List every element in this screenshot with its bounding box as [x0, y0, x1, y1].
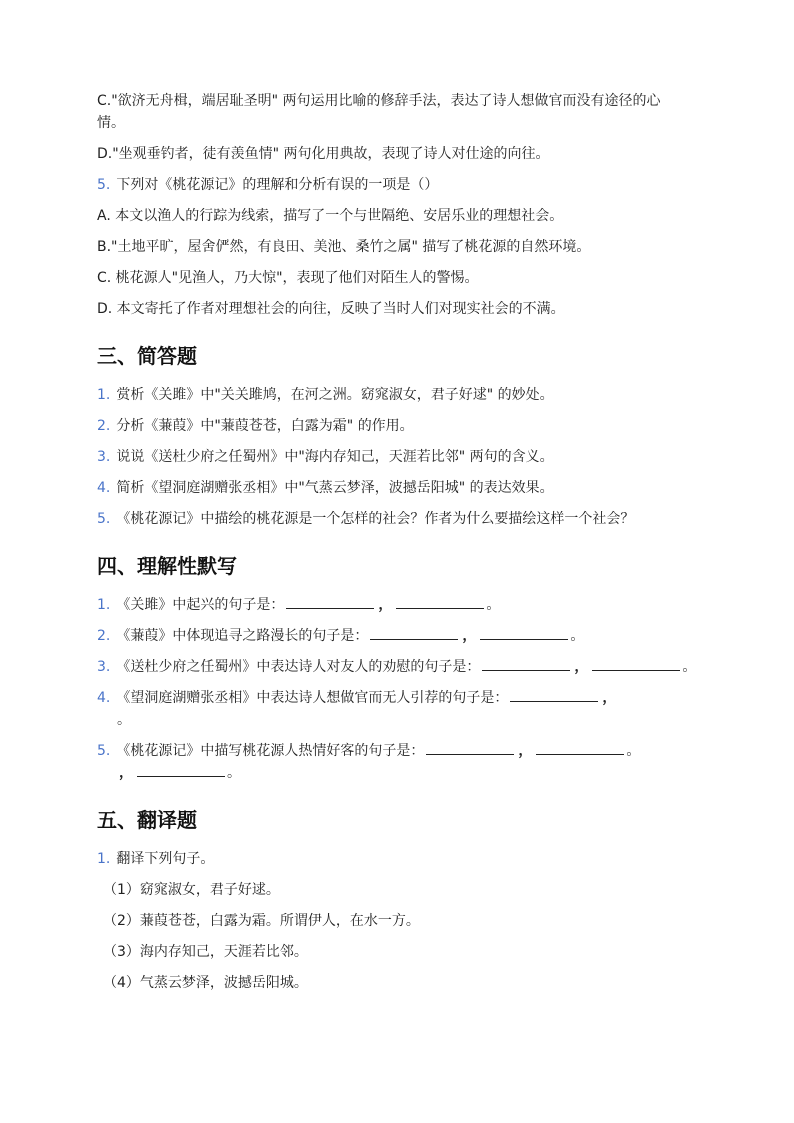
- item-number: 5.: [97, 511, 111, 527]
- period: 。: [626, 743, 641, 759]
- section-heading-translation: 五、翻译题: [97, 808, 197, 832]
- period: 。: [486, 597, 501, 613]
- translation-sentence: （1）窈窕淑女，君子好逑。: [103, 882, 280, 898]
- dictation-item: [97, 625, 698, 647]
- period: 。: [227, 765, 241, 781]
- period: 。: [117, 712, 131, 728]
- option-c-text: C."欲济无舟楫，端居耻圣明" 两句运用比喻的修辞手法，表达了诗人想做官而没有途径的心: [97, 93, 661, 109]
- answer-blank[interactable]: [370, 625, 458, 640]
- dictation-item-continuation: [97, 709, 698, 731]
- section-heading-short-answer: 三、简答题: [97, 344, 197, 368]
- item-text: 《望洞庭湖赠张丞相》中表达诗人想做官而无人引荐的句子是：: [116, 690, 509, 706]
- answer-blank[interactable]: [426, 740, 514, 755]
- comma: ，: [462, 628, 477, 644]
- q5-option-c: C. 桃花源人"见渔人，乃大惊"，表现了他们对陌生人的警惕。: [97, 270, 479, 286]
- q5-option-d: D. 本文寄托了作者对理想社会的向往，反映了当时人们对现实社会的不满。: [97, 301, 565, 317]
- answer-blank[interactable]: [536, 740, 624, 755]
- item-number: 1.: [97, 597, 111, 613]
- item-text: 翻译下列句子。: [116, 851, 215, 867]
- period: 。: [570, 628, 585, 644]
- dictation-item: [97, 656, 698, 678]
- item-number: 2.: [97, 418, 111, 434]
- q5-option-a: A. 本文以渔人的行踪为线索，描写了一个与世隔绝、安居乐业的理想社会。: [97, 208, 564, 224]
- item-number: 4.: [97, 480, 111, 496]
- item-number: 3.: [97, 659, 111, 675]
- item-text: 《送杜少府之任蜀州》中表达诗人对友人的劝慰的句子是：: [116, 659, 481, 675]
- item-number: 5.: [97, 743, 111, 759]
- translation-question: [97, 848, 698, 870]
- dictation-item: [97, 594, 698, 616]
- question-text: 下列对《桃花源记》的理解和分析有误的一项是（）: [116, 177, 439, 193]
- option-c-continuation: 情。: [97, 115, 125, 131]
- answer-blank[interactable]: [137, 762, 225, 777]
- answer-blank[interactable]: [480, 625, 568, 640]
- dictation-item-continuation: [97, 762, 698, 784]
- dictation-item: [97, 687, 698, 709]
- translation-sentence: （3）海内存知己，天涯若比邻。: [103, 944, 308, 960]
- comma: ，: [119, 765, 133, 781]
- item-number: 1.: [97, 851, 111, 867]
- section-heading-dictation: 四、理解性默写: [97, 554, 237, 578]
- answer-blank[interactable]: [482, 656, 570, 671]
- answer-blank[interactable]: [510, 687, 598, 702]
- item-text: 《桃花源记》中描写桃花源人热情好客的句子是：: [116, 743, 425, 759]
- translation-sentence: （2）蒹葭苍苍，白露为霜。所谓伊人，在水一方。: [103, 913, 420, 929]
- answer-blank[interactable]: [286, 594, 374, 609]
- dictation-item: [97, 740, 698, 762]
- short-answer-item: [97, 446, 698, 468]
- item-number: 4.: [97, 690, 111, 706]
- item-number: 3.: [97, 449, 111, 465]
- item-number: 2.: [97, 628, 111, 644]
- item-text: 简析《望洞庭湖赠张丞相》中"气蒸云梦泽，波撼岳阳城" 的表达效果。: [116, 480, 554, 496]
- question-5: [97, 174, 698, 196]
- item-text: 分析《蒹葭》中"蒹葭苍苍，白露为霜" 的作用。: [116, 418, 414, 434]
- answer-blank[interactable]: [592, 656, 680, 671]
- item-text: 说说《送杜少府之任蜀州》中"海内存知己，天涯若比邻" 两句的含义。: [116, 449, 554, 465]
- translation-sentence: （4）气蒸云梦泽，波撼岳阳城。: [103, 975, 308, 991]
- period: 。: [682, 659, 697, 675]
- question-number: 5.: [97, 177, 111, 193]
- item-number: 1.: [97, 387, 111, 403]
- short-answer-item: [97, 415, 698, 437]
- item-text: 《桃花源记》中描绘的桃花源是一个怎样的社会？作者为什么要描绘这样一个社会？: [116, 511, 635, 527]
- item-text: 《蒹葭》中体现追寻之路漫长的句子是：: [116, 628, 369, 644]
- option-d-text: D."坐观垂钓者，徒有羡鱼情" 两句化用典故，表现了诗人对仕途的向往。: [97, 146, 550, 162]
- comma: ，: [518, 743, 533, 759]
- answer-blank[interactable]: [396, 594, 484, 609]
- short-answer-item: [97, 384, 698, 406]
- item-text: 赏析《关雎》中"关关雎鸠，在河之洲。窈窕淑女，君子好逑" 的妙处。: [116, 387, 554, 403]
- short-answer-item: [97, 477, 698, 499]
- comma: ，: [378, 597, 393, 613]
- comma: ，: [574, 659, 589, 675]
- short-answer-item: [97, 508, 698, 530]
- comma: ，: [602, 690, 617, 706]
- q5-option-b: B."土地平旷，屋舍俨然，有良田、美池、桑竹之属" 描写了桃花源的自然环境。: [97, 239, 591, 255]
- item-text: 《关雎》中起兴的句子是：: [116, 597, 285, 613]
